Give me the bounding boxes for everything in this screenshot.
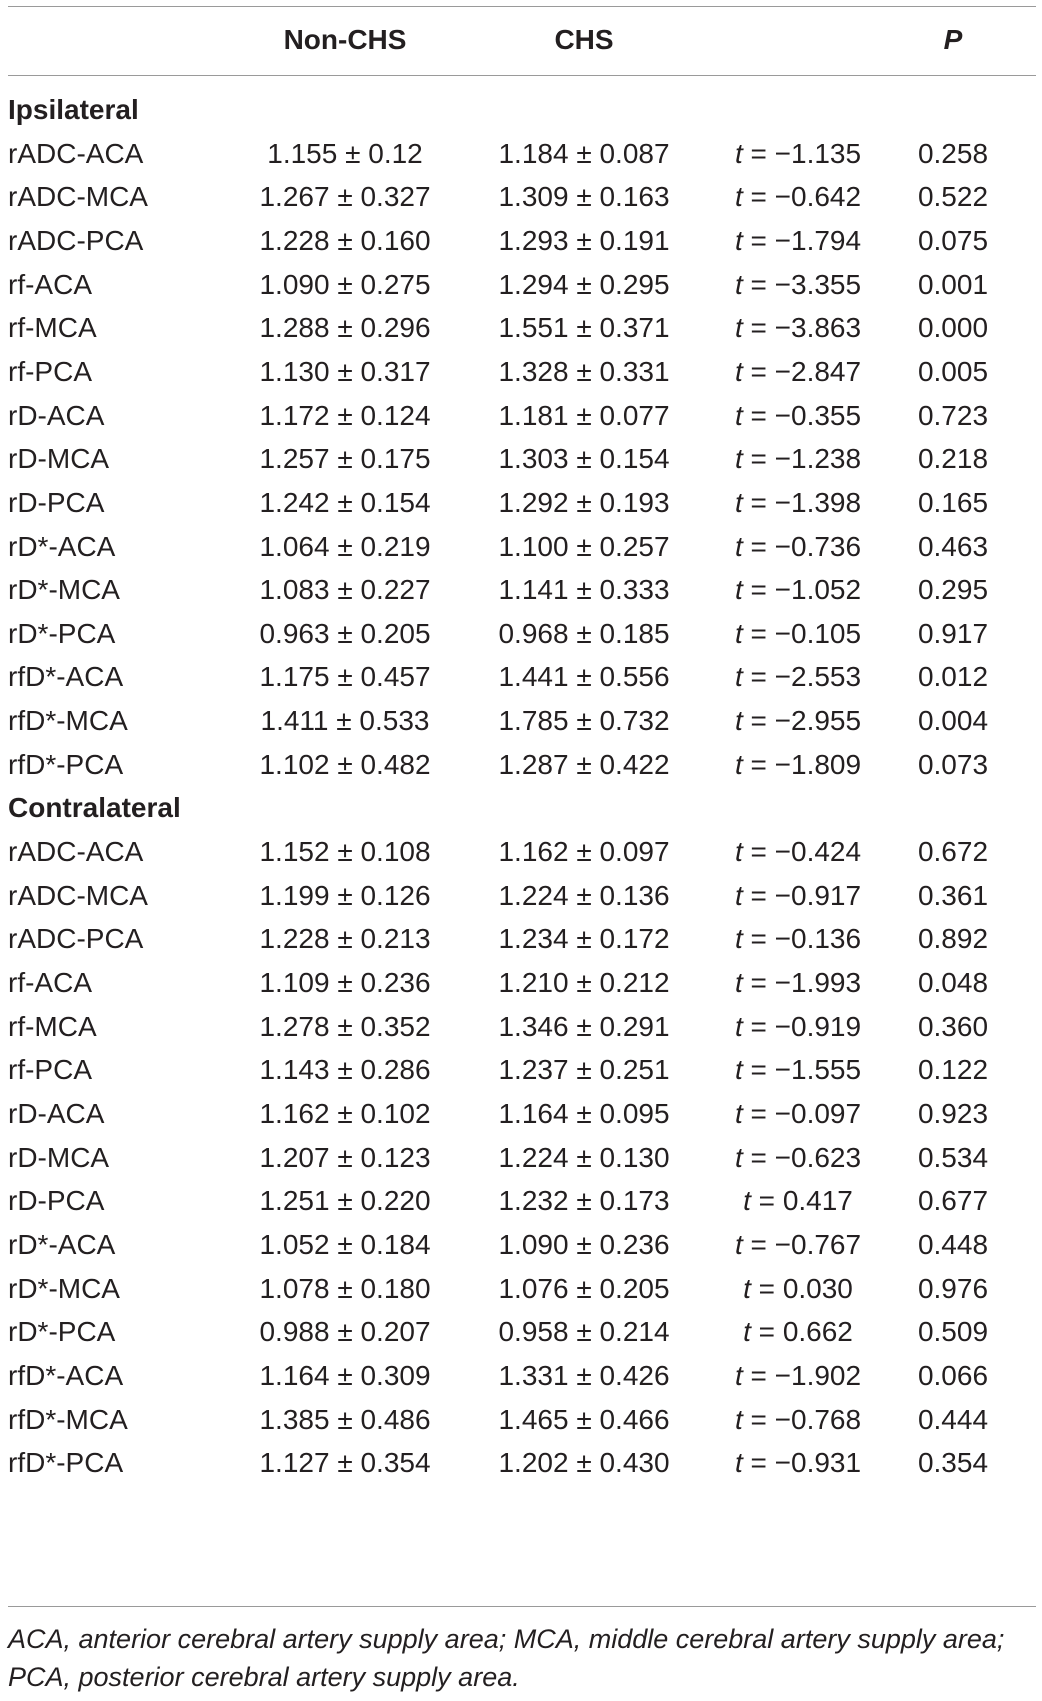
p-value: 0.012 (917, 661, 989, 693)
t-statistic: t = −0.767 (734, 1228, 862, 1260)
table-row (8, 697, 1036, 744)
t-statistic: t = −1.809 (734, 748, 862, 780)
row-label: rfD*-PCA (8, 748, 124, 780)
chs-value: 1.184 ± 0.087 (498, 137, 670, 169)
t-value: −3.863 (774, 312, 862, 344)
p-value: 0.534 (917, 1141, 989, 1173)
chs-value: 1.181 ± 0.077 (498, 399, 670, 431)
t-statistic: t = −0.623 (734, 1141, 862, 1173)
t-statistic: t = −0.355 (734, 399, 862, 431)
p-value: 0.066 (917, 1359, 989, 1391)
t-statistic: t = −2.553 (734, 661, 862, 693)
p-value: 0.073 (917, 748, 989, 780)
chs-value: 1.441 ± 0.556 (498, 661, 670, 693)
section-title: Ipsilateral (8, 94, 139, 125)
table-row (8, 610, 1036, 657)
non-chs-value: 1.078 ± 0.180 (259, 1272, 431, 1304)
non-chs-value: 1.155 ± 0.12 (267, 137, 423, 169)
table-row (8, 959, 1036, 1006)
t-statistic: t = −1.993 (734, 967, 862, 998)
top-rule (8, 6, 1036, 7)
non-chs-value: 1.130 ± 0.317 (259, 355, 431, 387)
table-row (8, 741, 1036, 788)
table-row (8, 653, 1036, 700)
t-value: −0.097 (774, 1097, 862, 1129)
row-label: rf-MCA (8, 312, 97, 344)
row-label: rADC-MCA (8, 879, 148, 911)
t-value: −1.238 (774, 443, 862, 475)
non-chs-value: 1.127 ± 0.354 (259, 1447, 431, 1479)
table-row (8, 566, 1036, 613)
t-value: −1.809 (774, 748, 862, 780)
table-row (8, 1265, 1036, 1312)
t-statistic: t = −0.097 (734, 1097, 862, 1129)
t-statistic: t = −0.736 (734, 530, 862, 562)
table-row (8, 1134, 1036, 1181)
chs-value: 1.551 ± 0.371 (498, 312, 670, 344)
table-row (8, 872, 1036, 919)
header-rule (8, 75, 1036, 76)
non-chs-value: 1.251 ± 0.220 (259, 1185, 431, 1217)
t-value: −1.993 (774, 967, 862, 998)
non-chs-value: 1.267 ± 0.327 (259, 181, 431, 213)
non-chs-value: 1.064 ± 0.219 (259, 530, 431, 562)
table-row (8, 1177, 1036, 1224)
chs-value: 0.968 ± 0.185 (498, 617, 670, 649)
p-value: 0.000 (917, 312, 989, 344)
p-value: 0.354 (917, 1447, 989, 1479)
row-label: rD-PCA (8, 1185, 105, 1217)
p-value: 0.005 (917, 355, 989, 387)
row-label: rADC-MCA (8, 181, 148, 213)
table-row (8, 1396, 1036, 1443)
p-value: 0.522 (917, 181, 989, 213)
non-chs-value: 0.963 ± 0.205 (259, 617, 431, 649)
t-value: −1.398 (774, 486, 862, 518)
t-value: 0.662 (782, 1316, 853, 1348)
chs-value: 1.076 ± 0.205 (498, 1272, 670, 1304)
row-label: rD*-MCA (8, 574, 120, 606)
chs-value: 1.234 ± 0.172 (498, 923, 670, 955)
chs-value: 1.292 ± 0.193 (498, 486, 670, 518)
p-value: 0.004 (917, 705, 989, 737)
row-label: rD*-ACA (8, 1228, 116, 1260)
chs-value: 1.303 ± 0.154 (498, 443, 670, 475)
bottom-rule (8, 1606, 1036, 1607)
row-label: rf-PCA (8, 355, 92, 387)
p-value: 0.672 (917, 836, 989, 868)
chs-value: 1.237 ± 0.251 (498, 1054, 670, 1086)
table-row (8, 435, 1036, 482)
t-statistic: t = −0.424 (734, 836, 862, 868)
row-label: rD-PCA (8, 486, 105, 518)
p-value: 0.048 (917, 967, 989, 998)
t-value: −1.902 (774, 1359, 862, 1391)
chs-value: 1.141 ± 0.333 (498, 574, 670, 606)
row-label: rfD*-MCA (8, 1403, 128, 1435)
table-row (8, 523, 1036, 570)
non-chs-value: 1.102 ± 0.482 (259, 748, 431, 780)
t-value: −0.767 (774, 1228, 862, 1260)
t-value: −0.424 (774, 836, 862, 868)
t-statistic: t = −1.135 (734, 137, 862, 169)
table-row (8, 1352, 1036, 1399)
t-statistic: t = −1.238 (734, 443, 862, 475)
row-label: rD-ACA (8, 1097, 105, 1129)
t-value: −0.919 (774, 1010, 862, 1042)
row-label: rD*-ACA (8, 530, 116, 562)
table-row (8, 173, 1036, 220)
p-value: 0.218 (917, 443, 989, 475)
t-statistic: t = −1.398 (734, 486, 862, 518)
non-chs-value: 1.175 ± 0.457 (259, 661, 431, 693)
chs-value: 1.328 ± 0.331 (498, 355, 670, 387)
t-statistic: t = −0.768 (734, 1403, 862, 1435)
t-value: −3.355 (774, 268, 862, 300)
t-value: −0.768 (774, 1403, 862, 1435)
section-title: Contralateral (8, 792, 181, 824)
non-chs-value: 1.164 ± 0.309 (259, 1359, 431, 1391)
row-label: rf-PCA (8, 1054, 92, 1086)
table-row (8, 1090, 1036, 1137)
non-chs-value: 0.988 ± 0.207 (259, 1316, 431, 1348)
chs-value: 0.958 ± 0.214 (498, 1316, 670, 1348)
non-chs-value: 1.083 ± 0.227 (259, 574, 431, 606)
row-label: rD*-MCA (8, 1272, 120, 1304)
chs-value: 1.785 ± 0.732 (498, 705, 670, 737)
p-value: 0.258 (917, 137, 989, 169)
table-footnote: ACA, anterior cerebral artery supply area; MCA, middle cerebral artery supply area; PCA, posterior cerebral artery supply area. (8, 1624, 1005, 1692)
non-chs-value: 1.162 ± 0.102 (259, 1097, 431, 1129)
p-value: 0.001 (917, 268, 989, 300)
t-statistic: t = 0.662 (743, 1316, 853, 1348)
p-value: 0.360 (917, 1010, 989, 1042)
t-value: −0.736 (774, 530, 862, 562)
header-p: P (943, 24, 963, 55)
table-row (8, 130, 1036, 177)
row-label: rADC-PCA (8, 224, 144, 256)
chs-value: 1.202 ± 0.430 (498, 1447, 670, 1479)
table-row (8, 348, 1036, 395)
t-value: −0.136 (774, 923, 862, 955)
p-value: 0.361 (917, 879, 989, 911)
p-value: 0.923 (917, 1097, 989, 1129)
header-chs: CHS (554, 24, 614, 55)
t-statistic: t = −0.919 (734, 1010, 862, 1042)
chs-value: 1.346 ± 0.291 (498, 1010, 670, 1042)
non-chs-value: 1.411 ± 0.533 (260, 705, 430, 737)
row-label: rfD*-PCA (8, 1447, 124, 1479)
p-value: 0.295 (917, 574, 989, 606)
non-chs-value: 1.228 ± 0.160 (259, 224, 431, 256)
chs-value: 1.287 ± 0.422 (498, 748, 670, 780)
p-value: 0.448 (917, 1228, 989, 1260)
table-row (8, 1003, 1036, 1050)
non-chs-value: 1.199 ± 0.126 (259, 879, 431, 911)
p-value: 0.122 (917, 1054, 989, 1086)
t-value: −2.847 (774, 355, 862, 387)
t-statistic: t = −1.794 (734, 224, 862, 256)
t-statistic: t = −0.931 (734, 1447, 862, 1479)
t-value: −2.955 (774, 705, 862, 737)
table-row (8, 828, 1036, 875)
table-row (8, 304, 1036, 351)
row-label: rfD*-MCA (8, 705, 128, 737)
chs-value: 1.090 ± 0.236 (498, 1228, 670, 1260)
row-label: rADC-ACA (8, 836, 144, 868)
t-statistic: t = −0.917 (734, 879, 862, 911)
t-statistic: t = −3.863 (734, 312, 862, 344)
p-value: 0.075 (917, 224, 989, 256)
chs-value: 1.465 ± 0.466 (498, 1403, 670, 1435)
non-chs-value: 1.052 ± 0.184 (259, 1228, 431, 1260)
t-statistic: t = −0.136 (734, 923, 862, 955)
row-label: rADC-PCA (8, 923, 144, 955)
row-label: rD-MCA (8, 1141, 110, 1173)
non-chs-value: 1.143 ± 0.286 (259, 1054, 431, 1086)
chs-value: 1.162 ± 0.097 (498, 836, 670, 868)
row-label: rD-ACA (8, 399, 105, 431)
section-heading (8, 86, 1036, 133)
t-value: −2.553 (774, 661, 862, 693)
chs-value: 1.224 ± 0.130 (498, 1141, 670, 1173)
row-label: rfD*-ACA (8, 661, 124, 693)
t-statistic: t = −1.902 (734, 1359, 862, 1391)
t-value: −1.135 (774, 137, 862, 169)
table-row (8, 261, 1036, 308)
t-statistic: t = −2.847 (734, 355, 862, 387)
table-row (8, 1046, 1036, 1093)
chs-value: 1.331 ± 0.426 (498, 1359, 670, 1391)
table-row (8, 217, 1036, 264)
chs-value: 1.224 ± 0.136 (498, 879, 670, 911)
table-row (8, 1308, 1036, 1355)
non-chs-value: 1.152 ± 0.108 (259, 836, 431, 868)
t-statistic: t = −1.555 (734, 1054, 862, 1086)
row-label: rf-ACA (8, 967, 92, 998)
non-chs-value: 1.242 ± 0.154 (259, 486, 431, 518)
header-non-chs: Non-CHS (283, 24, 407, 55)
p-value: 0.165 (917, 486, 989, 518)
non-chs-value: 1.278 ± 0.352 (259, 1010, 431, 1042)
p-value: 0.892 (917, 923, 989, 955)
chs-value: 1.293 ± 0.191 (498, 224, 670, 256)
t-value: −0.105 (774, 617, 862, 649)
p-value: 0.917 (917, 617, 989, 649)
table-row (8, 392, 1036, 439)
non-chs-value: 1.207 ± 0.123 (259, 1141, 431, 1173)
row-label: rfD*-ACA (8, 1359, 124, 1391)
row-label: rD*-PCA (8, 617, 116, 649)
t-statistic: t = 0.417 (743, 1185, 853, 1217)
non-chs-value: 1.288 ± 0.296 (259, 312, 431, 344)
t-value: −0.917 (774, 879, 862, 911)
t-value: −1.052 (774, 574, 862, 606)
row-label: rD*-PCA (8, 1316, 116, 1348)
chs-value: 1.294 ± 0.295 (498, 268, 670, 300)
t-value: 0.417 (782, 1185, 853, 1217)
t-value: −0.642 (774, 181, 862, 213)
t-statistic: t = −0.642 (734, 181, 862, 213)
t-statistic: t = 0.030 (743, 1272, 853, 1304)
t-value: −1.794 (774, 224, 862, 256)
p-value: 0.677 (917, 1185, 989, 1217)
table-row (8, 479, 1036, 526)
p-value: 0.976 (917, 1272, 989, 1304)
chs-value: 1.164 ± 0.095 (498, 1097, 670, 1129)
non-chs-value: 1.172 ± 0.124 (259, 399, 431, 431)
t-value: −0.355 (774, 399, 862, 431)
t-value: 0.030 (782, 1272, 853, 1304)
t-value: −1.555 (774, 1054, 862, 1086)
p-value: 0.723 (917, 399, 989, 431)
row-label: rf-ACA (8, 268, 92, 300)
non-chs-value: 1.090 ± 0.275 (259, 268, 431, 300)
p-value: 0.463 (917, 530, 989, 562)
non-chs-value: 1.109 ± 0.236 (259, 967, 431, 998)
t-statistic: t = −1.052 (734, 574, 862, 606)
t-statistic: t = −3.355 (734, 268, 862, 300)
header-row (8, 16, 1036, 63)
non-chs-value: 1.385 ± 0.486 (259, 1403, 431, 1435)
chs-value: 1.100 ± 0.257 (498, 530, 670, 562)
chs-value: 1.309 ± 0.163 (498, 181, 670, 213)
table-row (8, 1439, 1036, 1486)
t-statistic: t = −2.955 (734, 705, 862, 737)
t-statistic: t = −0.105 (734, 617, 862, 649)
chs-value: 1.210 ± 0.212 (498, 967, 670, 998)
p-value: 0.444 (917, 1403, 989, 1435)
non-chs-value: 1.228 ± 0.213 (259, 923, 431, 955)
t-value: −0.623 (774, 1141, 862, 1173)
t-value: −0.931 (774, 1447, 862, 1479)
row-label: rf-MCA (8, 1010, 97, 1042)
row-label: rD-MCA (8, 443, 110, 475)
section-heading (8, 784, 1036, 831)
chs-value: 1.232 ± 0.173 (498, 1185, 670, 1217)
table-row (8, 915, 1036, 962)
row-label: rADC-ACA (8, 137, 144, 169)
p-value: 0.509 (917, 1316, 989, 1348)
table-row (8, 1221, 1036, 1268)
non-chs-value: 1.257 ± 0.175 (259, 443, 431, 475)
